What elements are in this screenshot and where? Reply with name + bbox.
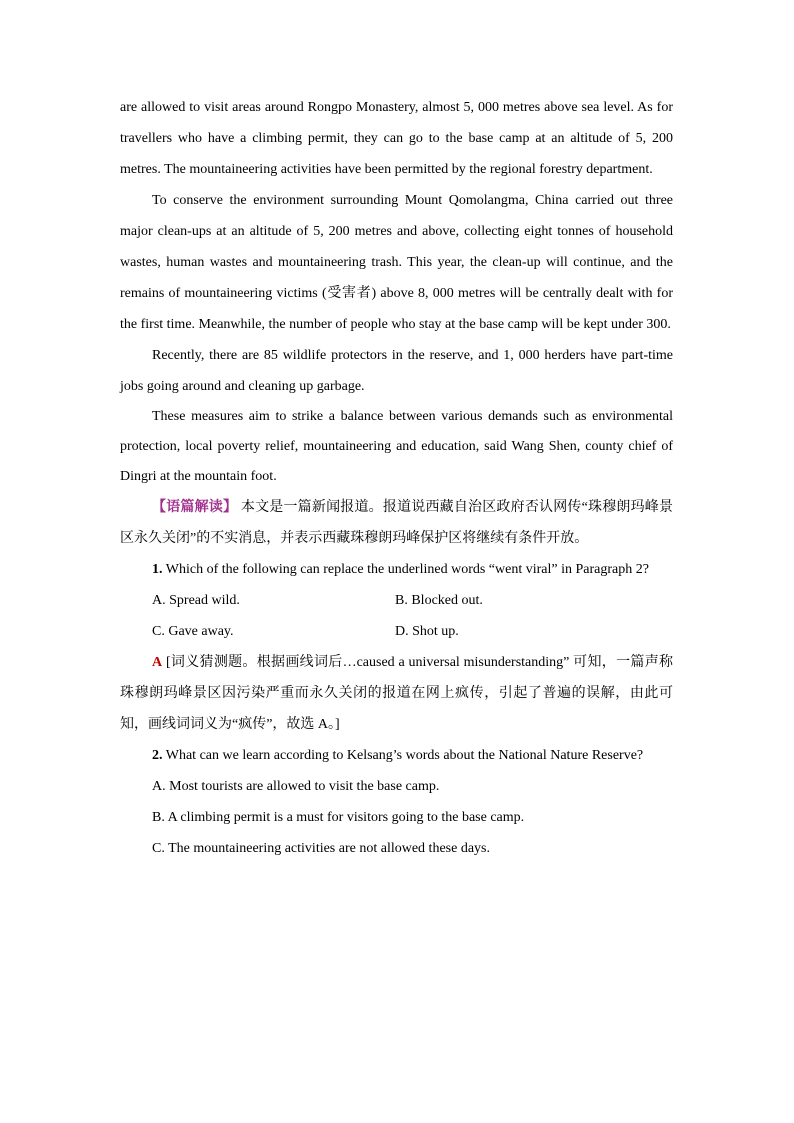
question-1 (120, 554, 673, 585)
option-row (120, 585, 673, 616)
option-a: A. Most tourists are allowed to visit the base camp. (152, 779, 440, 794)
analysis-text: 本文是一篇新闻报道。报道说西藏自治区政府否认网传“珠穆朗玛峰景区永久关闭”的不实消息，并表示西藏珠穆朗玛峰保护区将继续有条件开放。 (120, 500, 674, 546)
passage-analysis (120, 492, 673, 554)
option-d: D. Shot up. (395, 624, 459, 639)
question-text: Which of the following can replace the underlined words “went viral” in Paragraph 2? (165, 562, 649, 577)
answer-letter: A (152, 655, 163, 670)
option-a: A. Spread wild. (152, 593, 240, 608)
option-b: B. A climbing permit is a must for visitors going to the base camp. (152, 810, 525, 825)
question-number: 2. (152, 748, 163, 763)
option-b: B. Blocked out. (395, 593, 483, 608)
option-c: C. The mountaineering activities are not allowed these days. (152, 841, 490, 856)
answer-explanation (120, 647, 673, 740)
explanation-text: [词义猜测题。根据画线词后…caused a universal misunderstanding” 可知，一篇声称珠穆朗玛峰景区因污染严重而永久关闭的报道在网上疯传，引起了普遍的误解，由此可知，画线词词义为“疯传”，故选 A。] (120, 655, 674, 732)
passage-paragraph: are allowed to visit areas around Rongpo Monastery, almost 5, 000 metres above sea level. As for travellers who have a climbing permit, they can go to the base camp at an altitude of 5, 200 metres. The mountaineering activities have been permitted by the regional forestry department. (120, 100, 673, 177)
option-row (120, 616, 673, 647)
document-body (120, 92, 673, 864)
question-number: 1. (152, 562, 163, 577)
question-text: What can we learn according to Kelsang’s words about the National Nature Reserve? (165, 748, 644, 763)
passage-paragraph: These measures aim to strike a balance between various demands such as environmental protection, local poverty relief, mountaineering and education, said Wang Shen, county chief of Dingri at the mountain foot. (120, 409, 673, 484)
passage-paragraph: Recently, there are 85 wildlife protectors in the reserve, and 1, 000 herders have part-time jobs going around and cleaning up garbage. (120, 348, 673, 394)
passage-paragraph: To conserve the environment surrounding Mount Qomolangma, China carried out three major clean-ups at an altitude of 5, 200 metres and above, collecting eight tonnes of household wastes, human wastes and mountaineering trash. This year, the clean-up will continue, and the remains of mountaineering victims (受害者) above 8, 000 metres will be centrally dealt with for the first time. Meanwhile, the number of people who stay at the base camp will be kept under 300. (120, 193, 673, 332)
analysis-tag: 【语篇解读】 (152, 500, 238, 515)
question-2 (120, 740, 673, 771)
option-c: C. Gave away. (152, 624, 234, 639)
